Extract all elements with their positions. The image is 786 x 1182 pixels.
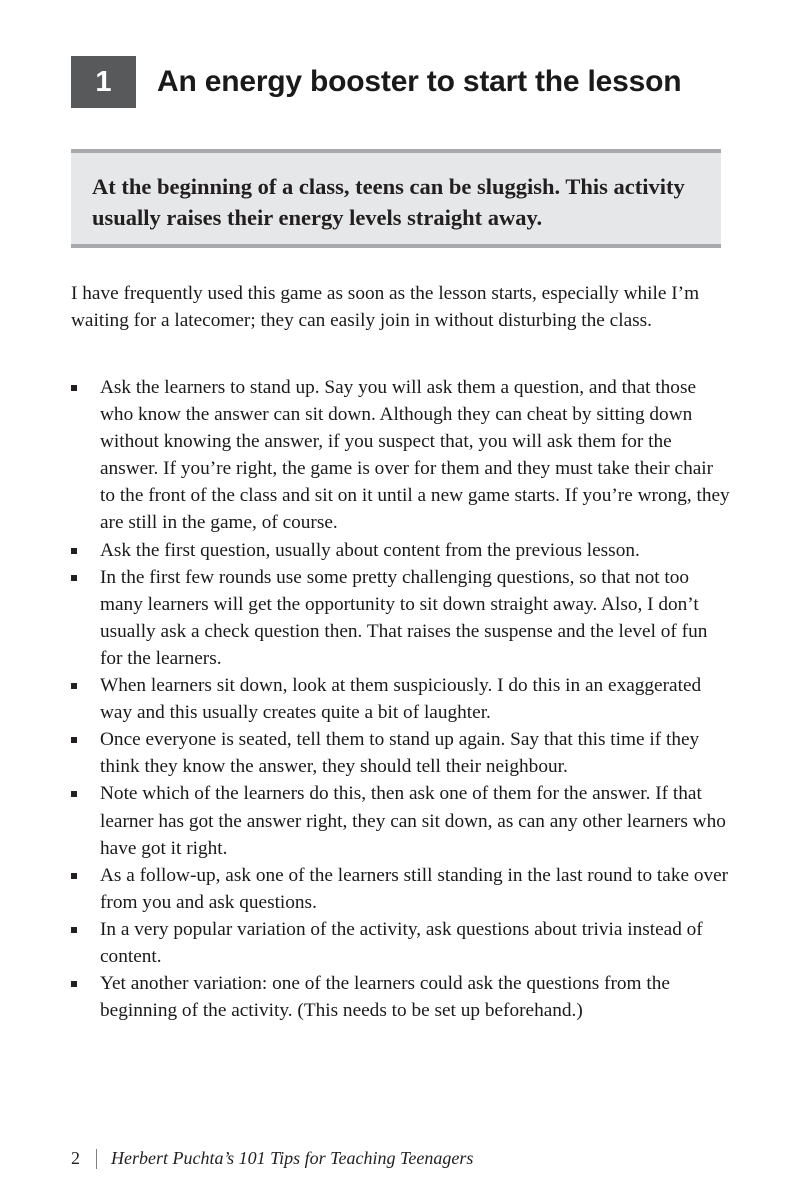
tip-number-badge: 1 bbox=[71, 56, 136, 108]
list-item-text: Once everyone is seated, tell them to stand up again. Say that this time if they think they know the answer, they should tell their neighbour. bbox=[100, 729, 700, 778]
bullet-square-icon bbox=[71, 385, 77, 391]
list-item bbox=[71, 537, 731, 564]
list-item-text: When learners sit down, look at them suspiciously. I do this in an exaggerated way and this usually creates quite a bit of laughter. bbox=[100, 675, 702, 724]
list-item-text: In the first few rounds use some pretty challenging questions, so that not too many learners will get the opportunity to sit down straight away. Also, I don’t usually ask a check question then. That raises the suspense and the level of fun for the learners. bbox=[100, 566, 708, 669]
intro-box bbox=[71, 149, 721, 248]
bullet-square-icon bbox=[71, 791, 77, 797]
list-item-text: In a very popular variation of the activity, ask questions about trivia instead of content. bbox=[100, 918, 703, 967]
list-item-text: Yet another variation: one of the learners could ask the questions from the beginning of the activity. (This needs to be set up beforehand.) bbox=[100, 973, 670, 1022]
list-item bbox=[71, 564, 731, 672]
bullet-square-icon bbox=[71, 737, 77, 743]
tip-header bbox=[71, 56, 746, 108]
bullet-square-icon bbox=[71, 981, 77, 987]
list-item bbox=[71, 672, 731, 726]
list-item-text: Ask the first question, usually about content from the previous lesson. bbox=[100, 539, 640, 561]
list-item bbox=[71, 862, 731, 916]
bullet-square-icon bbox=[71, 575, 77, 581]
list-item bbox=[71, 916, 731, 970]
footer-divider bbox=[96, 1149, 97, 1169]
list-item-text: Ask the learners to stand up. Say you will ask them a question, and that those who know the answer can sit down. Although they can cheat by sitting down without knowing the answer, if you suspect that, you will ask them for the answer. If you’re right, the game is over for them and they must take their chair to the front of the class and sit on it until a new game starts. If you’re wrong, they are still in the game, of course. bbox=[100, 377, 730, 534]
bullet-square-icon bbox=[71, 873, 77, 879]
book-title: Herbert Puchta’s 101 Tips for Teaching Teenagers bbox=[111, 1148, 474, 1168]
bullet-square-icon bbox=[71, 683, 77, 689]
intro-paragraph: I have frequently used this game as soon as the lesson starts, especially while I’m waiting for a latecomer; they can easily join in without disturbing the class. bbox=[71, 283, 700, 331]
tip-title: An energy booster to start the lesson bbox=[157, 65, 682, 98]
bullet-square-icon bbox=[71, 927, 77, 933]
list-item-text: As a follow-up, ask one of the learners still standing in the last round to take over from you and ask questions. bbox=[100, 864, 729, 913]
list-item bbox=[71, 970, 731, 1024]
list-item-text: Note which of the learners do this, then ask one of them for the answer. If that learner has got the answer right, they can sit down, as can any other learners who have got it right. bbox=[100, 783, 726, 859]
bullet-square-icon bbox=[71, 548, 77, 554]
intro-text: At the beginning of a class, teens can be sluggish. This activity usually raises their energy levels straight away. bbox=[92, 174, 685, 230]
page-number: 2 bbox=[71, 1148, 80, 1168]
page-footer bbox=[71, 1148, 473, 1169]
list-item bbox=[71, 726, 731, 780]
instruction-list bbox=[71, 374, 731, 1024]
list-item bbox=[71, 780, 731, 861]
list-item bbox=[71, 374, 731, 537]
